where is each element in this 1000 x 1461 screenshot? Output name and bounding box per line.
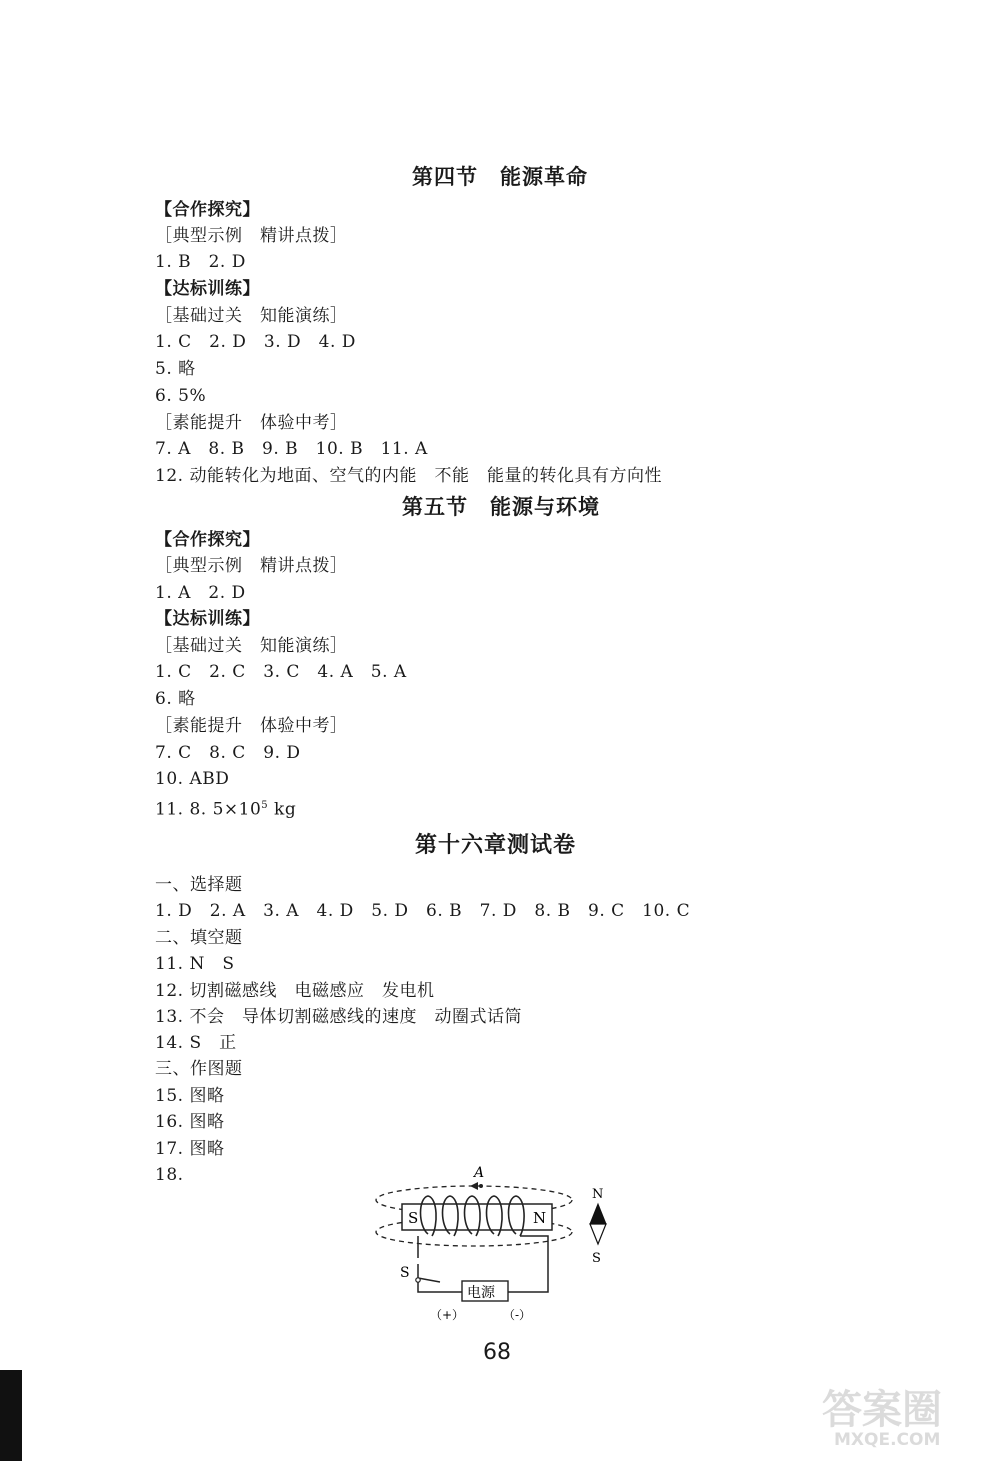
chapter16-line: 1. D 2. A 3. A 4. D 5. D 6. B 7. D 8. B 9. C 10. C — [155, 901, 691, 921]
chapter16-line: 二、填空题 — [155, 928, 243, 948]
compass-needle-south-icon — [590, 1224, 606, 1244]
section4-basic-answer: 5. 略 — [155, 359, 196, 379]
chapter16-line: 12. 切割磁感线 电磁感应 发电机 — [155, 981, 435, 1001]
electromagnet-diagram — [370, 1160, 640, 1330]
watermark-main-text: 答案圈 — [822, 1387, 942, 1433]
chapter16-line: 14. S 正 — [155, 1033, 237, 1053]
answer-11-text: 11. 8. 5×10 — [155, 799, 262, 820]
watermark-sub-text: MXQE.COM — [834, 1430, 941, 1450]
chapter16-line: 16. 图略 — [155, 1112, 225, 1132]
point-a-dot — [479, 1184, 483, 1188]
section4-basic-answer: 1. C 2. D 3. D 4. D — [155, 332, 356, 352]
section5-coop-heading: 【合作探究】 — [155, 530, 260, 550]
section5-coop-answers: 1. A 2. D — [155, 583, 246, 603]
page-number: 68 — [483, 1340, 511, 1365]
section5-coop-subheading: ［典型示例 精讲点拨］ — [155, 556, 348, 576]
iron-core — [402, 1204, 552, 1230]
point-a-label: A — [474, 1165, 485, 1181]
section5-basic-subheading: ［基础过关 知能演练］ — [155, 636, 348, 656]
section5-improve-answer: 10. ABD — [155, 769, 230, 789]
section5-train-heading: 【达标训练】 — [155, 609, 260, 629]
compass-south-label: S — [592, 1251, 601, 1266]
section5-improve-answer: 7. C 8. C 9. D — [155, 743, 301, 763]
compass-north-label: N — [592, 1187, 604, 1202]
section4-improve-subheading: ［素能提升 体验中考］ — [155, 413, 348, 433]
section4-basic-subheading: ［基础过关 知能演练］ — [155, 306, 348, 326]
section4-coop-answers: 1. B 2. D — [155, 252, 246, 272]
compass-needle-north-icon — [590, 1204, 606, 1224]
section4-improve-answer: 7. A 8. B 9. B 10. B 11. A — [155, 439, 428, 459]
right-pole-label: N — [533, 1209, 547, 1227]
plus-terminal-label: （+） — [430, 1308, 465, 1322]
chapter16-title: 第十六章测试卷 — [415, 833, 577, 858]
section4-basic-answer: 6. 5% — [155, 386, 207, 406]
left-pole-label: S — [408, 1209, 419, 1227]
scan-edge-shadow — [0, 1370, 22, 1461]
section4-train-heading: 【达标训练】 — [155, 279, 260, 299]
chapter16-line: 18. — [155, 1165, 184, 1185]
chapter16-line: 一、选择题 — [155, 875, 243, 895]
section5-basic-answer: 1. C 2. C 3. C 4. A 5. A — [155, 662, 407, 682]
chapter16-line: 13. 不会 导体切割磁感线的速度 动圈式话筒 — [155, 1007, 522, 1027]
section5-title: 第五节 能源与环境 — [402, 495, 600, 519]
switch-label: S — [400, 1265, 410, 1281]
section5-answer-11 — [155, 795, 296, 821]
watermark-logo — [812, 1378, 992, 1458]
chapter16-line: 17. 图略 — [155, 1139, 225, 1159]
switch-contact — [416, 1278, 420, 1282]
section5-improve-subheading: ［素能提升 体验中考］ — [155, 716, 348, 736]
answer-11-unit: kg — [268, 799, 297, 820]
answer-11-exponent: 5 — [261, 800, 269, 811]
minus-terminal-label: （-） — [503, 1308, 532, 1322]
chapter16-line: 11. N S — [155, 954, 235, 974]
field-arrow-icon — [470, 1182, 478, 1190]
section4-coop-subheading: ［典型示例 精讲点拨］ — [155, 226, 348, 246]
section4-title: 第四节 能源革命 — [412, 165, 588, 189]
chapter16-line: 三、作图题 — [155, 1059, 243, 1079]
section5-basic-answer: 6. 略 — [155, 689, 196, 709]
section4-coop-heading: 【合作探究】 — [155, 200, 260, 220]
chapter16-line: 15. 图略 — [155, 1086, 225, 1106]
section4-improve-answer: 12. 动能转化为地面、空气的内能 不能 能量的转化具有方向性 — [155, 466, 662, 486]
power-source-label: 电源 — [467, 1285, 495, 1301]
